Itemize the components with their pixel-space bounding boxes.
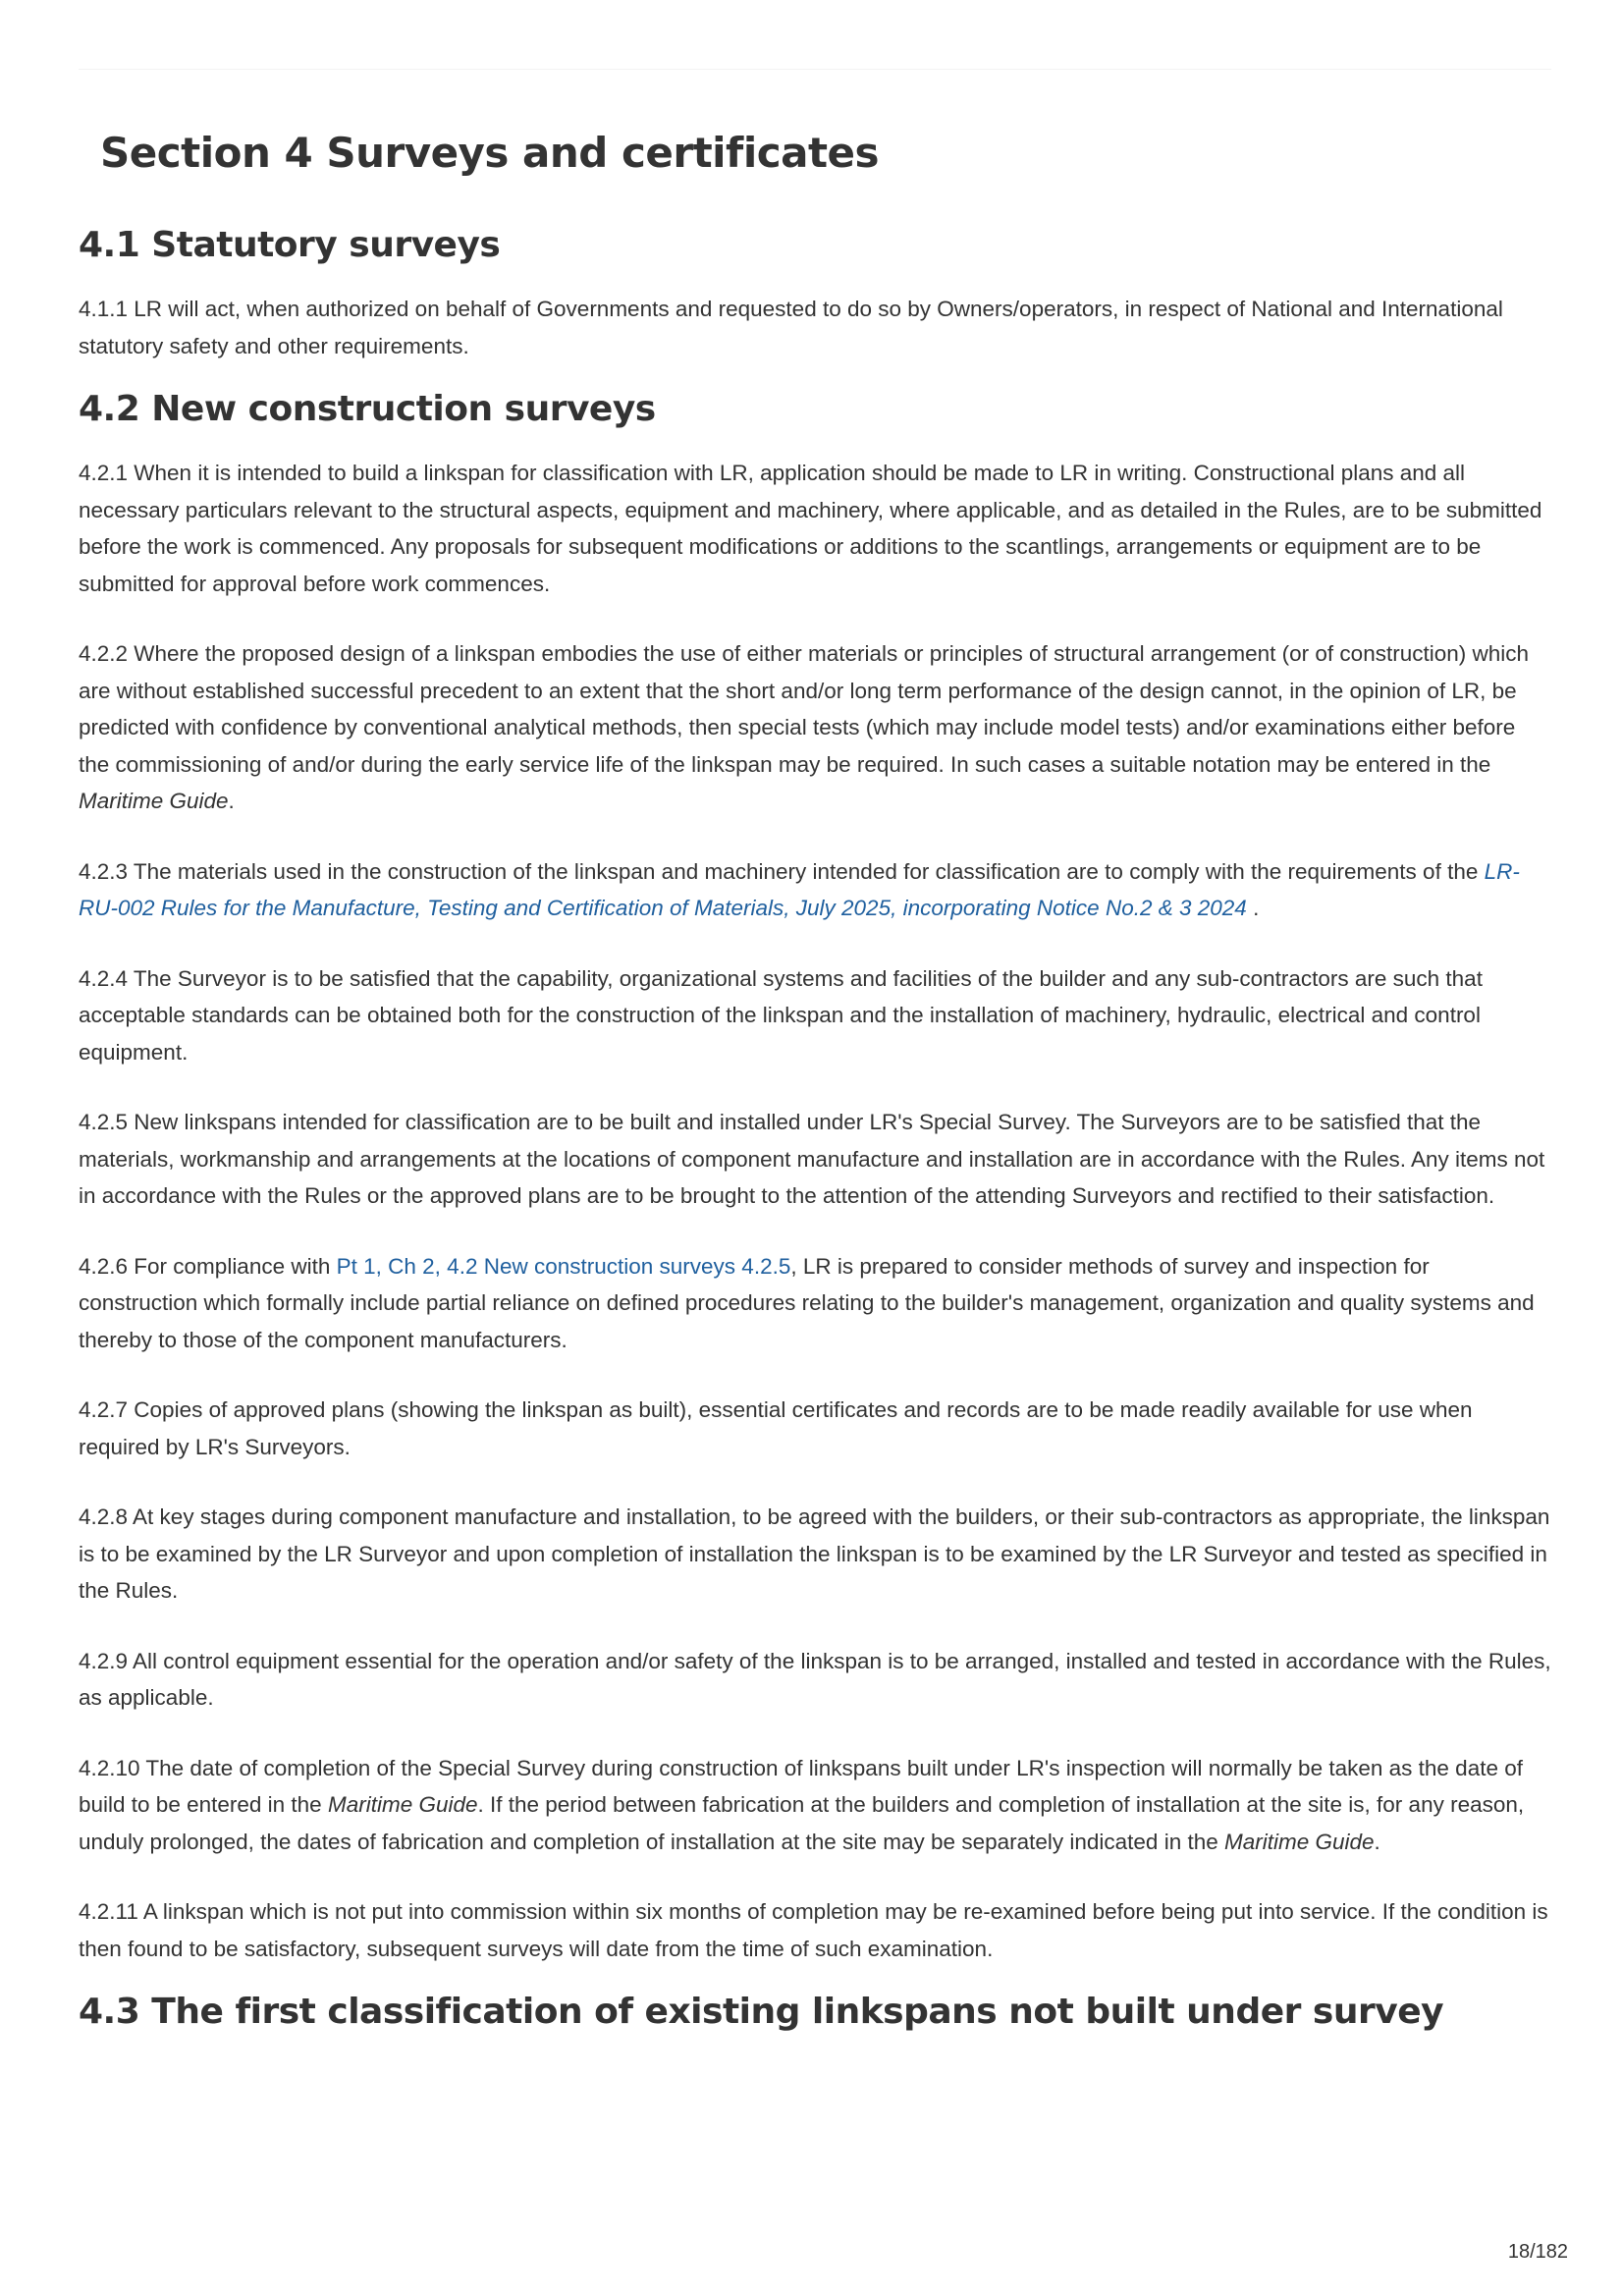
page-number: 18/182 <box>1507 2241 1568 2263</box>
paragraph-4-1-1: 4.1.1 LR will act, when authorized on behalf of Governments and requested to do so by Owners/operators, in respect of National and International statutory safety and other requirements. <box>79 297 1503 358</box>
paragraph-4-2-2-end: . <box>228 789 235 813</box>
header-divider <box>79 69 1551 70</box>
paragraph-4-2-3 <box>79 853 1551 927</box>
paragraph-4-2-11: 4.2.11 A linkspan which is not put into commission within six months of completion may be re-examined before being put into service. If the condition is then found to be satisfactory, subsequent surveys will date from the time of such examination. <box>79 1899 1548 1961</box>
paragraph-4-2-7: 4.2.7 Copies of approved plans (showing the linkspan as built), essential certificates and records are to be made readily available for use when required by LR's Surveyors. <box>79 1397 1473 1459</box>
paragraph-4-2-8: 4.2.8 At key stages during component manufacture and installation, to be agreed with the builders, or their sub-contractors as appropriate, the linkspan is to be examined by the LR Surveyor and upon completion of installation the linkspan is to be examined by the LR Surveyor and tested as specified in the Rules. <box>79 1504 1550 1603</box>
maritime-guide-ref-1: Maritime Guide <box>327 1792 478 1817</box>
paragraph-4-2-2-text: 4.2.2 Where the proposed design of a linkspan embodies the use of either materials or principles of structural arrangement (or of construction) which are without established successful precedent to an extent that the short and/or long term performance of the design cannot, in the opinion of LR, be predicted with confidence by conventional analytical methods, then special tests (which may include model tests) and/or examinations either before the commissioning of and/or during the early service life of the linkspan may be required. In such cases a suitable notation may be entered in the <box>79 641 1530 777</box>
paragraph-4-2-5: 4.2.5 New linkspans intended for classification are to be built and installed under LR's Special Survey. The Surveyors are to be satisfied that the materials, workmanship and arrangements at the locations of component manufacture and installation are in accordance with the Rules. Any items not in accordance with the Rules or the approved plans are to be brought to the attention of the attending Surveyors and rectified to their satisfaction. <box>79 1110 1545 1208</box>
materials-rules-link[interactable]: LR-RU-002 Rules for the Manufacture, Testing and Certification of Materials, July 2025, incorporating Notice No.2 & 3 2024 <box>79 858 1520 920</box>
section-title: Section 4 Surveys and certificates <box>100 129 880 177</box>
paragraph-4-2-6 <box>79 1248 1551 1359</box>
cross-reference-link[interactable]: Pt 1, Ch 2, 4.2 New construction surveys 4.2.5 <box>336 1253 791 1279</box>
paragraph-4-2-4: 4.2.4 The Surveyor is to be satisfied that the capability, organizational systems and facilities of the builder and any sub-contractors are such that acceptable standards can be obtained both for the construction of the linkspan and the installation of machinery, hydraulic, electrical and control equipment. <box>79 965 1483 1065</box>
paragraph-4-2-10-text-b: . If the period between fabrication at the builders and completion of installation at the site is, for any reason, unduly prolonged, the dates of fabrication and completion of installation at the site may be separately indicated in the <box>79 1792 1525 1854</box>
paragraph-4-2-6-text: 4.2.6 For compliance with <box>79 1253 337 1279</box>
paragraph-4-2-9: 4.2.9 All control equipment essential for the operation and/or safety of the linkspan is to be arranged, installed and tested in accordance with the Rules, as applicable. <box>79 1648 1551 1710</box>
paragraph-4-2-10 <box>79 1750 1551 1861</box>
paragraph-4-2-1: 4.2.1 When it is intended to build a linkspan for classification with LR, application should be made to LR in writing. Constructional plans and all necessary particulars relevant to the structural aspects, equipment and machinery, where applicable, and as detailed in the Rules, are to be submitted before the work is commenced. Any proposals for subsequent modifications or additions to the scantlings, arrangements or equipment are to be submitted for approval before work commences. <box>79 461 1542 596</box>
subsection-title-4-3: 4.3 The first classification of existing linkspans not built under survey <box>79 1992 1444 2032</box>
paragraph-4-2-3-text: 4.2.3 The materials used in the construction of the linkspan and machinery intended for classification are to comply with the requirements of the <box>79 858 1485 884</box>
maritime-guide-ref-2: Maritime Guide <box>1224 1829 1375 1854</box>
paragraph-4-2-10-text-a: 4.2.10 The date of completion of the Special Survey during construction of linkspans built under LR's inspection will normally be taken as the date of build to be entered in the <box>79 1755 1523 1817</box>
page-content <box>79 126 1551 2057</box>
paragraph-4-2-3-end: . <box>1246 896 1260 920</box>
subsection-title-4-1: 4.1 Statutory surveys <box>79 225 501 265</box>
subsection-title-4-2: 4.2 New construction surveys <box>79 389 656 429</box>
paragraph-4-2-10-text-c: . <box>1374 1829 1380 1854</box>
paragraph-4-2-6-end: , LR is prepared to consider methods of survey and inspection for construction which formally include partial reliance on defined procedures relating to the builder's management, organization and quality systems and thereby to those of the component manufacturers. <box>79 1253 1535 1352</box>
paragraph-4-2-2 <box>79 635 1551 820</box>
maritime-guide-ref: Maritime Guide <box>79 789 229 813</box>
